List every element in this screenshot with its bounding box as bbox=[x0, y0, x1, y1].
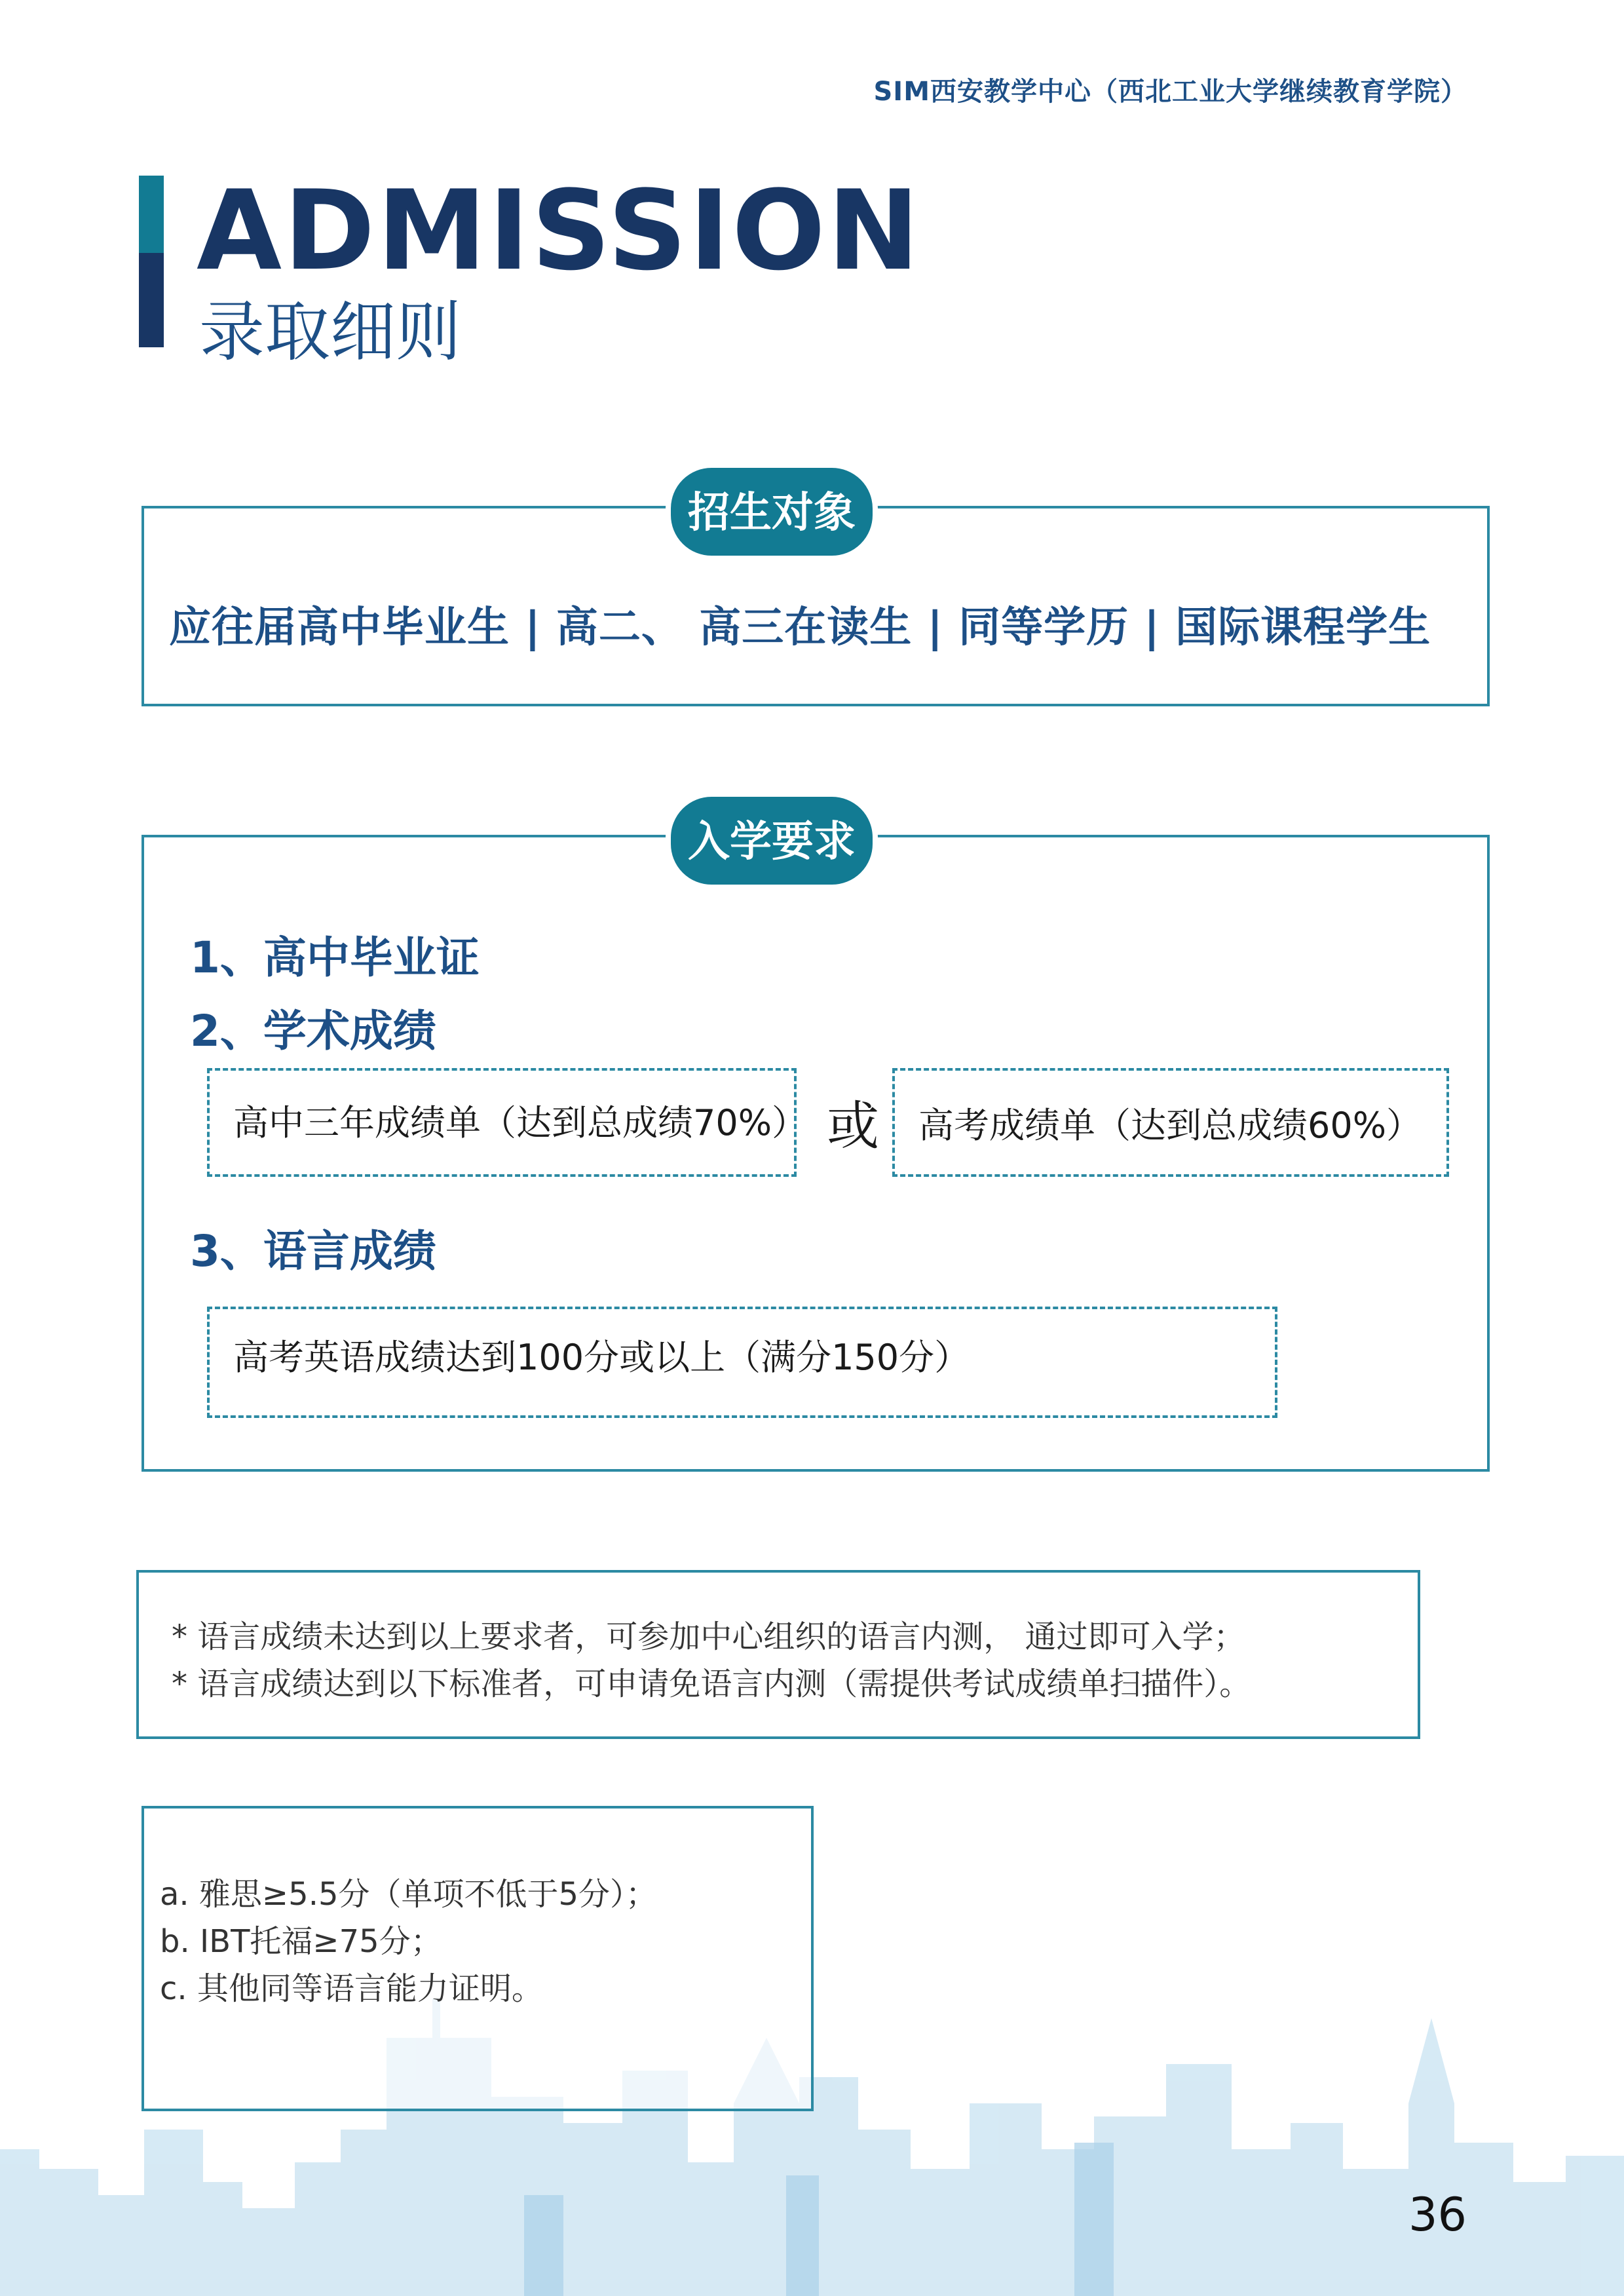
language-requirement-text: 高考英语成绩达到100分或以上（满分150分） bbox=[233, 1337, 970, 1378]
academic-option-transcript-text: 高中三年成绩单（达到总成绩70%） bbox=[233, 1102, 808, 1143]
page-title-chinese: 录取细则 bbox=[199, 294, 461, 370]
ielts-requirement: a. 雅思≥5.5分（单项不低于5分）； bbox=[160, 1876, 658, 1913]
requirement-diploma: 1、高中毕业证 bbox=[190, 932, 480, 983]
page-title-english: ADMISSION bbox=[197, 166, 922, 295]
organization-header: SIM西安教学中心（西北工业大学继续教育学院） bbox=[873, 77, 1467, 107]
requirement-academic: 2、学术成绩 bbox=[190, 1006, 436, 1056]
audience-text: 应往届高中毕业生 | 高二、 高三在读生 | 同等学历 | 国际课程学生 bbox=[169, 603, 1431, 652]
or-separator: 或 bbox=[827, 1096, 879, 1157]
language-note-2: * 语言成绩达到以下标准者，可申请免语言内测（需提供考试成绩单扫描件）。 bbox=[172, 1666, 1251, 1702]
title-accent-bar-teal bbox=[139, 176, 164, 253]
academic-option-gaokao-text: 高考成绩单（达到总成绩60%） bbox=[918, 1105, 1422, 1146]
language-note-1: * 语言成绩未达到以上要求者，可参加中心组织的语言内测， 通过即可入学； bbox=[172, 1618, 1245, 1655]
requirements-pill: 入学要求 bbox=[666, 792, 878, 890]
toefl-requirement: b. IBT托福≥75分； bbox=[160, 1923, 442, 1960]
title-accent-bar-navy bbox=[139, 253, 164, 347]
requirement-language: 3、语言成绩 bbox=[190, 1226, 436, 1276]
audience-pill: 招生对象 bbox=[666, 463, 878, 561]
other-language-proof: c. 其他同等语言能力证明。 bbox=[160, 1970, 543, 2007]
page-number: 36 bbox=[1408, 2188, 1467, 2242]
